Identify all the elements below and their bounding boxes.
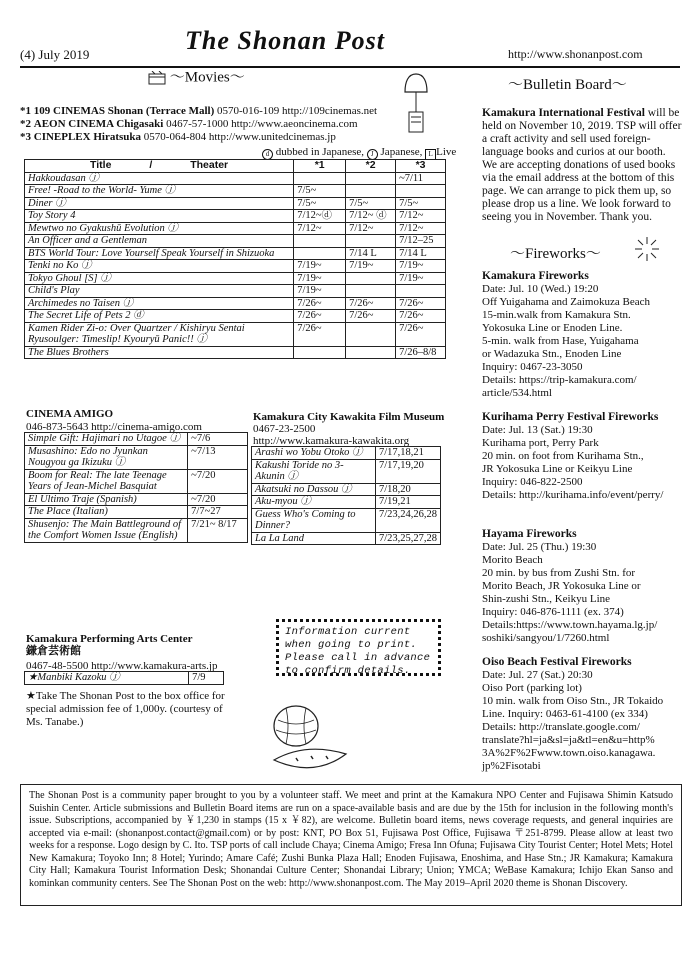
- amigo-contact[interactable]: 046-873-5643 http://cinema-amigo.com: [26, 421, 202, 433]
- table-row: [25, 210, 446, 223]
- fireworks-detail-line: Morito Beach: [482, 554, 543, 566]
- showing-cinema-3: ~7/11: [396, 172, 446, 185]
- fireworks-oiso: [482, 656, 687, 773]
- movie-title: Tokyo Ghoul [S] ⓙ: [25, 272, 294, 285]
- kawakita-title: La La Land: [252, 532, 376, 545]
- kpac-contact[interactable]: 0467-48-5500 http://www.kamakura-arts.jp: [26, 660, 218, 672]
- fireworks-detail-line: Kurihama port, Perry Park: [482, 437, 599, 449]
- amigo-date: ~7/20: [188, 469, 248, 493]
- table-header-row: [25, 160, 446, 173]
- table-row: [25, 235, 446, 248]
- movie-title: Free! -Road to the World- Yume ⓙ: [25, 185, 294, 198]
- kpac-date: 7/9: [189, 672, 224, 685]
- table-row: [25, 172, 446, 185]
- table-row: [25, 222, 446, 235]
- fireworks-detail-line: Date: Jul. 13 (Sat.) 19:30: [482, 424, 593, 436]
- table-row: [25, 672, 224, 685]
- table-row: [25, 469, 248, 493]
- fireworks-detail-line: Details: http://translate.google.com/: [482, 721, 640, 733]
- table-row: [252, 459, 441, 483]
- info-notice-box: Information current when going to print. Please call in advance to confirm details.: [276, 619, 441, 676]
- bulletin-heading: ～Bulletin Board～: [508, 77, 627, 93]
- kawakita-url[interactable]: http://www.kamakura-kawakita.org: [253, 435, 410, 447]
- amigo-title: The Place (Italian): [25, 506, 188, 519]
- cinema-details: 0467-57-1000 http://www.aeoncinema.com: [166, 118, 358, 130]
- cinema-details: 0570-016-109 http://109cinemas.net: [216, 105, 378, 117]
- showing-cinema-2: [346, 172, 396, 185]
- showing-cinema-1: 7/19~: [294, 260, 346, 273]
- showing-cinema-2: 7/26~: [346, 310, 396, 323]
- movie-title: Diner ⓙ: [25, 197, 294, 210]
- showing-cinema-2: 7/14 L: [346, 247, 396, 260]
- table-row: [25, 506, 248, 519]
- table-row: [25, 322, 446, 346]
- kawakita-title: Kakushi Toride no 3-Akunin ⓙ: [252, 459, 376, 483]
- fireworks-detail-line: article/534.html: [482, 387, 552, 399]
- table-row: [252, 532, 441, 545]
- showing-cinema-3: 7/12–25: [396, 235, 446, 248]
- showing-cinema-2: 7/12~ ⓓ: [346, 210, 396, 223]
- table-row: [25, 493, 248, 506]
- table-row: [25, 260, 446, 273]
- movie-title: Toy Story 4: [25, 210, 294, 223]
- issue-date: (4) July 2019: [20, 47, 90, 62]
- fireworks-detail-line: jp%2Fisotabi: [482, 760, 541, 772]
- fireworks-detail-line: Shin-zushi Stn., Keikyu Line: [482, 593, 611, 605]
- fireworks-detail-line: 3A%2F%2Fwww.town.oiso.kanagawa.: [482, 747, 656, 759]
- header-cinema-3: *3: [396, 160, 446, 173]
- cinema-2: [20, 118, 377, 131]
- wind-chime-icon: [400, 72, 432, 136]
- movie-title: Mewtwo no Gyakushū Evolution ⓙ: [25, 222, 294, 235]
- showing-cinema-2: [346, 235, 396, 248]
- table-row: [25, 346, 446, 359]
- table-row: [25, 185, 446, 198]
- fireworks-detail-line: Line. Inquiry: 0463-61-4100 (ex 334): [482, 708, 648, 720]
- kawakita-date: 7/17,18,21: [375, 447, 440, 460]
- bulletin-text: [482, 107, 682, 224]
- table-row: [25, 247, 446, 260]
- fireworks-detail-line: soshiki/sangyou/1/7260.html: [482, 632, 610, 644]
- header-url[interactable]: http://www.shonanpost.com: [508, 47, 643, 61]
- header-title: Title / Theater: [25, 160, 294, 173]
- cinema-details: 0570-064-804 http://www.unitedcinemas.jp: [143, 131, 336, 143]
- kawakita-date: 7/19,21: [375, 496, 440, 509]
- table-row: [25, 433, 248, 446]
- legend-dubbed: dubbed in Japanese,: [275, 146, 365, 158]
- kawakita-title: Arashi wo Yobu Otoko ⓙ: [252, 447, 376, 460]
- masthead-title: The Shonan Post: [185, 26, 385, 55]
- cinema-name: CINEPLEX Hiratsuka: [33, 131, 142, 143]
- showing-cinema-1: 7/12~: [294, 222, 346, 235]
- table-row: [25, 197, 446, 210]
- showing-cinema-2: 7/26~: [346, 297, 396, 310]
- cinema-3: [20, 131, 377, 144]
- fireworks-detail-line: Off Yuigahama and Zaimokuza Beach: [482, 296, 650, 308]
- fireworks-detail-line: 15-min.walk from Kamakura Stn.: [482, 309, 631, 321]
- cinema-list: [20, 105, 377, 144]
- table-row: [252, 483, 441, 496]
- movies-heading-text: ～Movies～: [169, 69, 245, 86]
- showing-cinema-3: [396, 185, 446, 198]
- bulletin-body: will be held on November 10, 2019. TSP will offer a craft activity and sell used foreign-language books and curios at our booth. We are accepting donations of used books via the email address at the bottom of this page. We can arrange to pick them up, so please drop us a line. We look forward to seeing you in November. Thank you.: [482, 107, 682, 223]
- kawakita-title: Akatsuki no Dassou ⓙ: [252, 483, 376, 496]
- fireworks-detail-line: Inquiry: 046-822-2500: [482, 476, 583, 488]
- table-row: [25, 285, 446, 298]
- kawakita-date: 7/18,20: [375, 483, 440, 496]
- showing-cinema-2: [346, 322, 396, 346]
- cinema-name: AEON CINEMA Chigasaki: [33, 118, 164, 130]
- fireworks-detail-line: Date: Jul. 10 (Wed.) 19:20: [482, 283, 599, 295]
- cinema-name: 109 CINEMAS Shonan (Terrace Mall): [33, 105, 215, 117]
- table-row: [25, 445, 248, 469]
- legend-live: Live: [436, 146, 457, 158]
- fireworks-detail-line: 10 min. walk from Oiso Stn., JR Tokaido: [482, 695, 664, 707]
- fireworks-detail-line: Yokosuka Line or Enoden Line.: [482, 322, 623, 334]
- fireworks-detail-line: translate?hl=ja&sl=ja&tl=en&u=http%: [482, 734, 655, 746]
- header-cinema-2: *2: [346, 160, 396, 173]
- fireworks-name: Oiso Beach Festival Fireworks: [482, 656, 632, 668]
- showing-cinema-1: 7/5~: [294, 185, 346, 198]
- amigo-title: Boom for Real: The late Teenage Years of Jean-Michel Basquiat: [25, 469, 188, 493]
- kpac-heading-jp: 鎌倉芸術館: [26, 645, 81, 657]
- amigo-title: Shusenjo: The Main Battleground of the Comfort Women Issue (English): [25, 518, 188, 542]
- live-symbol-icon: L: [425, 149, 436, 160]
- kawakita-title: Aku-myou ⓙ: [252, 496, 376, 509]
- fireworks-kamakura: [482, 270, 687, 400]
- showing-cinema-3: 7/26~: [396, 297, 446, 310]
- kawakita-date: 7/23,25,27,28: [375, 532, 440, 545]
- amigo-table: [24, 432, 248, 543]
- showing-cinema-1: [294, 247, 346, 260]
- kpac-table: [24, 671, 224, 685]
- showing-cinema-1: 7/26~: [294, 322, 346, 346]
- kpac-heading: Kamakura Performing Arts Center: [26, 633, 193, 645]
- movie-title: Tenki no Ko ⓙ: [25, 260, 294, 273]
- footer-info: The Shonan Post is a community paper brought to you by a volunteer staff. We meet and print at the Kamakura NPO Center and Fujisawa Shimin Katsudo Suishin Center. Article submissions and Bulletin Board items are run on a space-available basis and are due by the 15th for inclusion in the following month's issue. Subscriptions, accompanied by ￥1,230 in stamps (15 x ￥82), are welcome. Bulletin board items, news coverage requests, and general inquiries are accepted via e-mail: (shonanpost.contact@gmail.com) or by post: KNT, PO Box 51, Fujisawa Post Office, Fujisawa 〒251-8799. Please allow at least two weeks for a response. Logo design by C. Ito. TSP ports of call include Chaya; Cinema Amigo; Fresa Inn Ofuna; Fujisawa City Tourist Center; Hotel Mets; Hotel New Kamakura; Toyoko Inn; 8 Hotel; Yurindo; Amare Café; Zushi Bunka Plaza Hall; Enoden Fujisawa, Enoshima, and Hase Stn.; JR Kamakura; Kamakura City Hall; Kamakura Tourist Information Desk; Shonandai Culture Center; Shonandai Library; Union; YMCA; WeBase Kamakura; Ichijo Ekan Sanso and kominkan community centers. See The Shonan Post on the web: http://www.shonanpost.com. The May 2019–April 2020 theme is Shonan Discovery.: [20, 784, 682, 906]
- kawakita-date: 7/23,24,26,28: [375, 508, 440, 532]
- fireworks-detail-line: Date: Jul. 27 (Sat.) 20:30: [482, 669, 593, 681]
- fireworks-detail-line: or Wadazuka Stn., Enoden Line: [482, 348, 622, 360]
- showing-cinema-3: 7/26~: [396, 322, 446, 346]
- movie-title: Kamen Rider Zi-o: Over Quartzer / Kishiryu Sentai Ryusoulger: Timeslip! Kyouryū Panic!! ⓙ: [25, 322, 294, 346]
- cinema-mark: *2: [20, 118, 31, 130]
- amigo-date: ~7/20: [188, 493, 248, 506]
- fireworks-hayama: [482, 528, 687, 645]
- movies-heading: [148, 71, 245, 85]
- fireworks-name: Hayama Fireworks: [482, 528, 577, 540]
- showing-cinema-1: 7/19~: [294, 272, 346, 285]
- fireworks-detail-line: Details:https://www.town.hayama.lg.jp/: [482, 619, 658, 631]
- showing-cinema-3: 7/26~: [396, 310, 446, 323]
- showing-cinema-2: [346, 346, 396, 359]
- amigo-heading: CINEMA AMIGO: [26, 408, 114, 420]
- showing-cinema-3: 7/12~: [396, 222, 446, 235]
- amigo-title: El Ultimo Traje (Spanish): [25, 493, 188, 506]
- fireworks-detail-line: Inquiry: 0467-23-3050: [482, 361, 583, 373]
- header-cinema-1: *1: [294, 160, 346, 173]
- movie-title: Archimedes no Taisen ⓙ: [25, 297, 294, 310]
- showing-cinema-3: 7/5~: [396, 197, 446, 210]
- showing-cinema-1: [294, 346, 346, 359]
- movie-title: The Secret Life of Pets 2 ⓓ: [25, 310, 294, 323]
- amigo-title: Simple Gift: Hajimari no Utagoe ⓙ: [25, 433, 188, 446]
- movie-title: The Blues Brothers: [25, 346, 294, 359]
- header-rule: [20, 66, 680, 68]
- legend-japanese: Japanese,: [380, 146, 423, 158]
- showing-cinema-2: [346, 272, 396, 285]
- showing-cinema-2: 7/5~: [346, 197, 396, 210]
- table-row: [25, 272, 446, 285]
- movie-title: BTS World Tour: Love Yourself Speak Yourself in Shizuoka: [25, 247, 294, 260]
- bulletin-title: Kamakura International Festival: [482, 107, 645, 119]
- fireworks-detail-line: Inquiry: 046-876-1111 (ex. 374): [482, 606, 624, 618]
- melon-icon: [266, 698, 356, 778]
- showing-cinema-1: 7/26~: [294, 297, 346, 310]
- fireworks-kurihama: [482, 411, 687, 502]
- fireworks-detail-line: Morito Beach, JR Yokosuka Line or: [482, 580, 641, 592]
- movie-title: Child's Play: [25, 285, 294, 298]
- amigo-date: 7/21~ 8/17: [188, 518, 248, 542]
- showing-cinema-2: [346, 185, 396, 198]
- fireworks-detail-line: Date: Jul. 25 (Thu.) 19:30: [482, 541, 597, 553]
- table-row: [252, 447, 441, 460]
- kawakita-title: Guess Who's Coming to Dinner?: [252, 508, 376, 532]
- table-row: [25, 297, 446, 310]
- table-row: [25, 518, 248, 542]
- table-row: [252, 508, 441, 532]
- movies-table: [24, 159, 446, 359]
- cinema-1: [20, 105, 377, 118]
- japanese-symbol-icon: J: [367, 149, 378, 160]
- dubbed-symbol-icon: d: [262, 149, 273, 160]
- showing-cinema-3: 7/14 L: [396, 247, 446, 260]
- fireworks-detail-line: 20 min. on foot from Kurihama Stn.,: [482, 450, 644, 462]
- fireworks-name: Kurihama Perry Festival Fireworks: [482, 411, 659, 423]
- fireworks-detail-line: Details: https://trip-kamakura.com/: [482, 374, 637, 386]
- firework-icon: [634, 236, 660, 262]
- showing-cinema-3: 7/26–8/8: [396, 346, 446, 359]
- kawakita-date: 7/17,19,20: [375, 459, 440, 483]
- amigo-date: 7/7~27: [188, 506, 248, 519]
- fireworks-detail-line: 5-min. walk from Hase, Yuigahama: [482, 335, 639, 347]
- kawakita-heading: Kamakura City Kawakita Film Museum: [253, 411, 445, 423]
- amigo-date: ~7/13: [188, 445, 248, 469]
- table-row: [25, 310, 446, 323]
- amigo-title: Musashino: Edo no Jyunkan Nougyou ga Ikizuku ⓙ: [25, 445, 188, 469]
- kpac-title: ★Manbiki Kazoku ⓙ: [25, 672, 189, 685]
- fireworks-detail-line: Oiso Port (parking lot): [482, 682, 582, 694]
- symbol-legend: [262, 146, 456, 160]
- showing-cinema-3: 7/12~: [396, 210, 446, 223]
- showing-cinema-2: [346, 285, 396, 298]
- showing-cinema-1: 7/5~: [294, 197, 346, 210]
- kpac-note: ★Take The Shonan Post to the box office for special admission fee of 1,000y. (courtesy of Ms. Tanabe.): [26, 690, 225, 728]
- cinema-mark: *1: [20, 105, 31, 117]
- fireworks-heading: ～Fireworks～: [510, 246, 601, 262]
- showing-cinema-3: 7/19~: [396, 260, 446, 273]
- cinema-mark: *3: [20, 131, 31, 143]
- showing-cinema-1: 7/12~ⓓ: [294, 210, 346, 223]
- showing-cinema-3: [396, 285, 446, 298]
- movie-title: Hakkoudasan ⓙ: [25, 172, 294, 185]
- fireworks-name: Kamakura Fireworks: [482, 270, 589, 282]
- film-icon: [148, 71, 166, 85]
- amigo-date: ~7/6: [188, 433, 248, 446]
- showing-cinema-2: 7/19~: [346, 260, 396, 273]
- movie-title: An Officer and a Gentleman: [25, 235, 294, 248]
- showing-cinema-1: [294, 235, 346, 248]
- showing-cinema-1: 7/26~: [294, 310, 346, 323]
- kawakita-table: [251, 446, 441, 545]
- table-row: [252, 496, 441, 509]
- fireworks-detail-line: 20 min. by bus from Zushi Stn. for: [482, 567, 636, 579]
- showing-cinema-3: 7/19~: [396, 272, 446, 285]
- showing-cinema-1: 7/19~: [294, 285, 346, 298]
- fireworks-detail-line: Details: http://kurihama.info/event/perry/: [482, 489, 664, 501]
- showing-cinema-2: 7/12~: [346, 222, 396, 235]
- showing-cinema-1: [294, 172, 346, 185]
- kawakita-phone: 0467-23-2500: [253, 423, 316, 435]
- fireworks-detail-line: JR Yokosuka Line or Keikyu Line: [482, 463, 633, 475]
